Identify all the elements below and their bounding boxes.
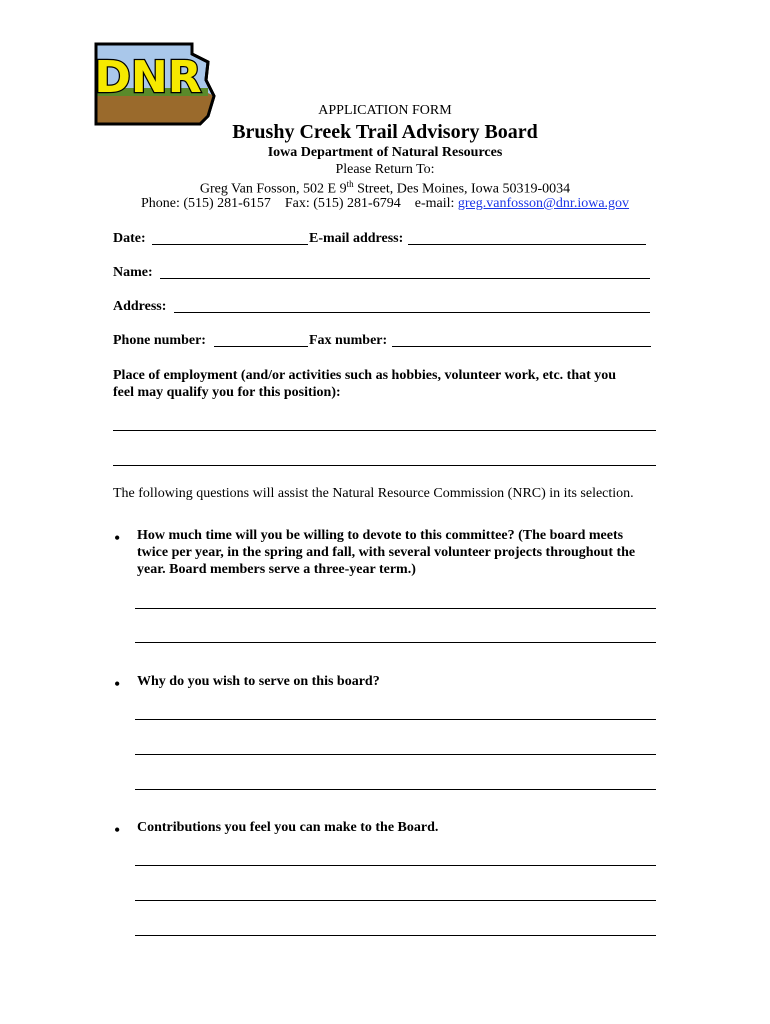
email-address-label: E-mail address:: [309, 231, 404, 246]
employment-answer-line[interactable]: [113, 465, 656, 466]
question-1-line1: How much time will you be willing to devote to this committee? (The board meets: [137, 528, 624, 543]
fax-text: Fax: (515) 281-6794: [284, 196, 401, 211]
question-1-line3: year. Board members serve a three-year term.): [137, 562, 416, 577]
questions-intro: The following questions will assist the Natural Resource Commission (NRC) in its selection.: [113, 486, 634, 501]
fax-number-label: Fax number:: [309, 333, 388, 348]
email-address-field[interactable]: [408, 244, 646, 245]
question-2-line1: Why do you wish to serve on this board?: [137, 674, 380, 689]
question-3-answer-line[interactable]: [135, 900, 656, 901]
question-3-answer-line[interactable]: [135, 865, 656, 866]
bullet-icon: •: [114, 674, 121, 694]
fax-number-field[interactable]: [392, 346, 651, 347]
name-field[interactable]: [160, 278, 650, 279]
question-1-answer-line[interactable]: [135, 642, 656, 643]
question-2-answer-line[interactable]: [135, 789, 656, 790]
employment-prompt-line1: Place of employment (and/or activities such as hobbies, volunteer work, etc. that you: [113, 368, 617, 383]
phone-text: Phone: (515) 281-6157: [140, 196, 271, 211]
address-suffix: Street, Des Moines, Iowa 50319-0034: [353, 181, 571, 197]
logo-text: DNR: [94, 52, 202, 103]
address-prefix: Greg Van Fosson, 502 E 9: [199, 181, 347, 197]
date-field[interactable]: [152, 244, 308, 245]
address-superscript: th: [346, 179, 354, 189]
return-address: [0, 179, 770, 198]
question-2-answer-line[interactable]: [135, 754, 656, 755]
department-name: Iowa Department of Natural Resources: [267, 145, 503, 160]
employment-prompt-line2: feel may qualify you for this position):: [113, 385, 341, 400]
phone-number-label: Phone number:: [113, 333, 206, 348]
address-label: Address:: [113, 299, 167, 314]
phone-number-field[interactable]: [214, 346, 308, 347]
address-field[interactable]: [174, 312, 650, 313]
question-2-answer-line[interactable]: [135, 719, 656, 720]
employment-answer-line[interactable]: [113, 430, 656, 431]
question-3-answer-line[interactable]: [135, 935, 656, 936]
bullet-icon: •: [114, 820, 121, 840]
email-link[interactable]: greg.vanfosson@dnr.iowa.gov: [457, 196, 630, 211]
contact-line: [0, 196, 770, 212]
page-title: Brushy Creek Trail Advisory Board: [232, 121, 538, 143]
form-type: APPLICATION FORM: [318, 103, 452, 118]
return-to-heading: Please Return To:: [335, 162, 435, 177]
date-label: Date:: [113, 231, 146, 246]
question-1-line2: twice per year, in the spring and fall, with several volunteer projects throughout the: [137, 545, 636, 560]
name-label: Name:: [113, 265, 153, 280]
bullet-icon: •: [114, 528, 121, 548]
question-3-line1: Contributions you feel you can make to the Board.: [137, 820, 439, 835]
email-label: e-mail:: [414, 196, 458, 211]
question-1-answer-line[interactable]: [135, 608, 656, 609]
